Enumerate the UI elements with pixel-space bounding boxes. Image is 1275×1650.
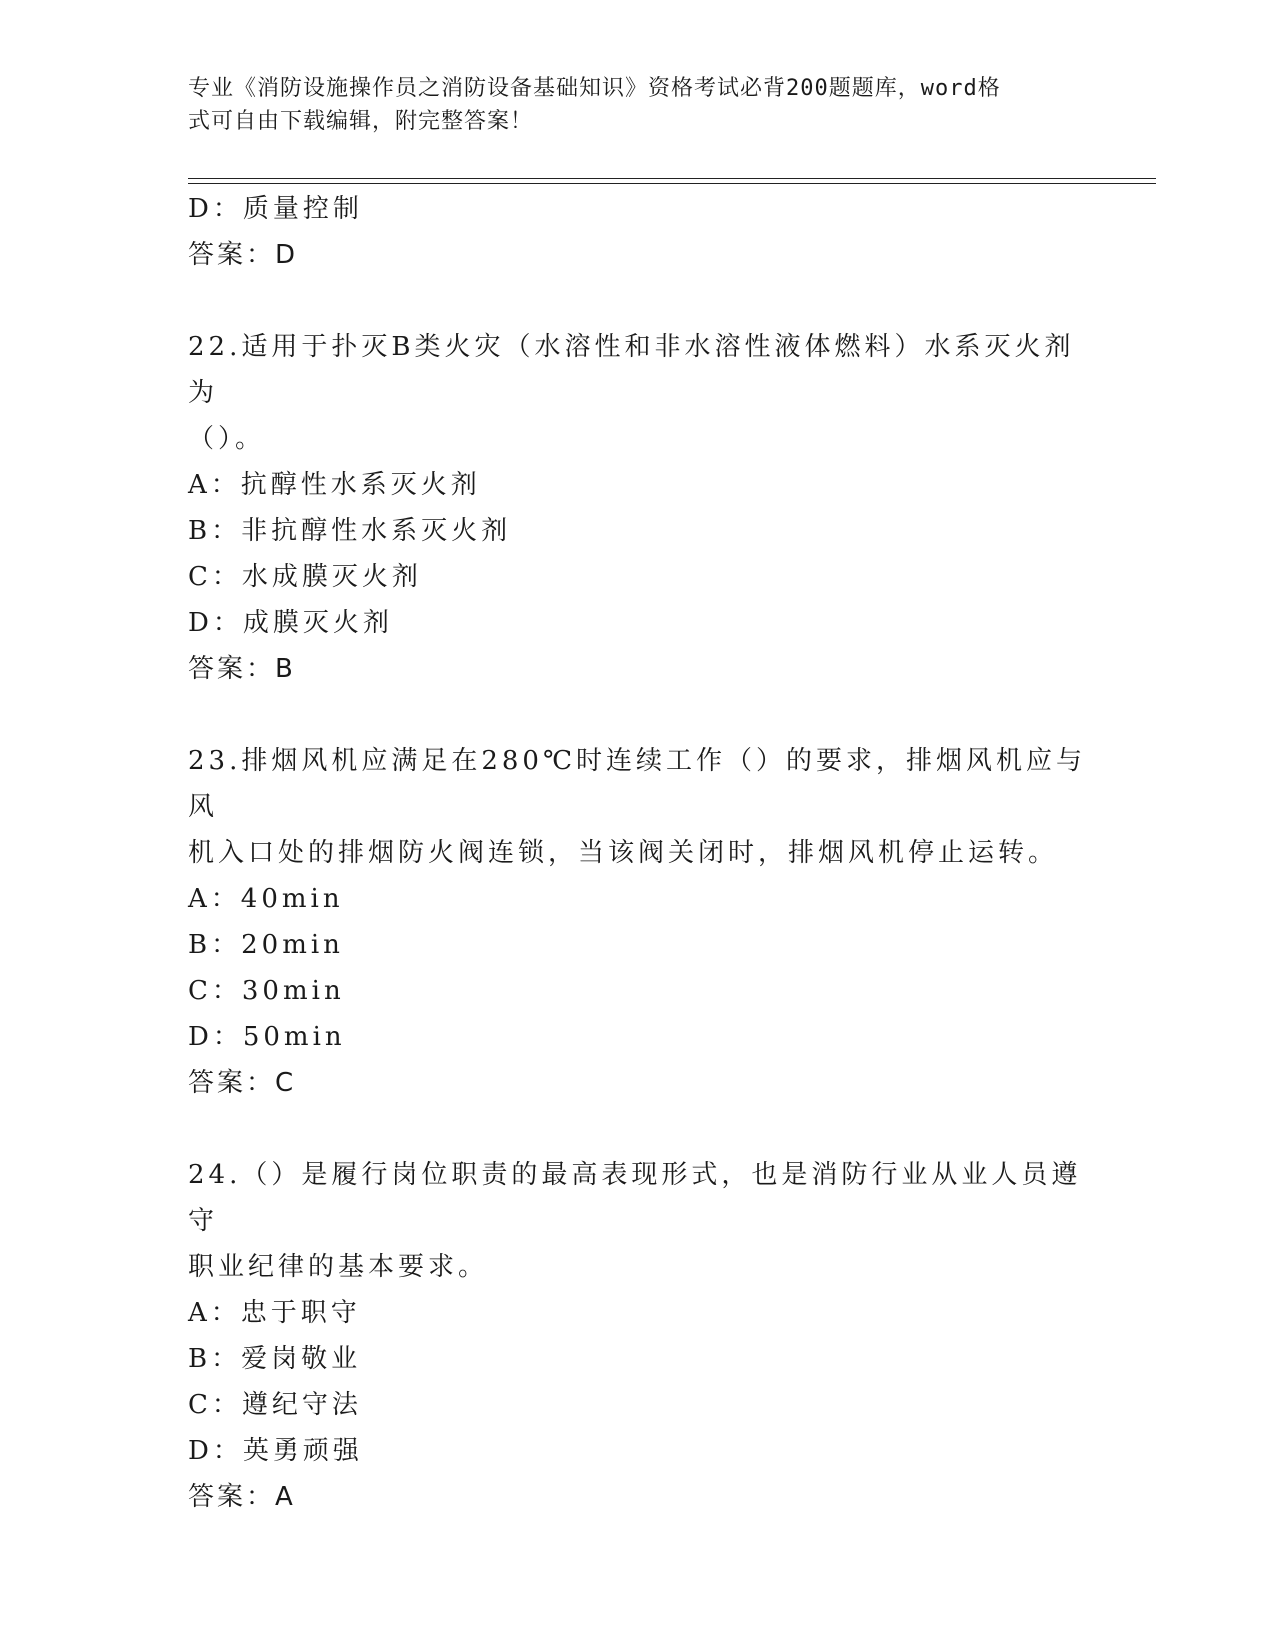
header-line-1: 专业《消防设施操作员之消防设备基础知识》资格考试必背200题题库，word格 — [188, 76, 1001, 101]
option-d: D：英勇顽强 — [188, 1436, 363, 1466]
spacer — [188, 278, 1088, 324]
question-23 — [188, 738, 1088, 1106]
option-c: C：30min — [188, 976, 345, 1006]
previous-question-tail — [188, 186, 1088, 278]
option-b: B：爱岗敬业 — [188, 1344, 362, 1374]
option-a: A：忠于职守 — [188, 1298, 361, 1328]
answer-line: 答案：B — [188, 654, 296, 684]
question-text-line-2: 机入口处的排烟防火阀连锁，当该阀关闭时，排烟风机停止运转。 — [188, 838, 1059, 868]
header-rule-top — [188, 178, 1156, 179]
spacer — [188, 692, 1088, 738]
answer-line: 答案：D — [188, 240, 299, 270]
question-22 — [188, 324, 1088, 692]
question-24 — [188, 1152, 1088, 1520]
question-text-line-2: （）。 — [188, 424, 266, 454]
option-d: D：成膜灭火剂 — [188, 608, 393, 638]
question-text-line-2: 职业纪律的基本要求。 — [188, 1252, 489, 1282]
option-c: C：水成膜灭火剂 — [188, 562, 422, 592]
spacer — [188, 1106, 1088, 1152]
option-c: C：遵纪守法 — [188, 1390, 362, 1420]
option-a: A：40min — [188, 884, 344, 914]
option-b: B：非抗醇性水系灭火剂 — [188, 516, 512, 546]
option-d: D：50min — [188, 1022, 346, 1052]
answer-line: 答案：C — [188, 1068, 297, 1098]
header-line-2: 式可自由下载编辑，附完整答案！ — [188, 109, 534, 134]
header-rule-bottom — [188, 183, 1156, 184]
question-text-line-1: 22.适用于扑灭B类火灾（水溶性和非水溶性液体燃料）水系灭火剂为 — [188, 332, 1075, 408]
answer-line: 答案：A — [188, 1482, 296, 1512]
option-a: A：抗醇性水系灭火剂 — [188, 470, 481, 500]
question-list — [188, 186, 1088, 1520]
question-text-line-1: 23.排烟风机应满足在280℃时连续工作（）的要求，排烟风机应与风 — [188, 746, 1087, 822]
option-d: D：质量控制 — [188, 194, 363, 224]
option-b: B：20min — [188, 930, 344, 960]
document-header — [188, 72, 1068, 138]
question-text-line-1: 24.（）是履行岗位职责的最高表现形式，也是消防行业从业人员遵守 — [188, 1160, 1082, 1236]
